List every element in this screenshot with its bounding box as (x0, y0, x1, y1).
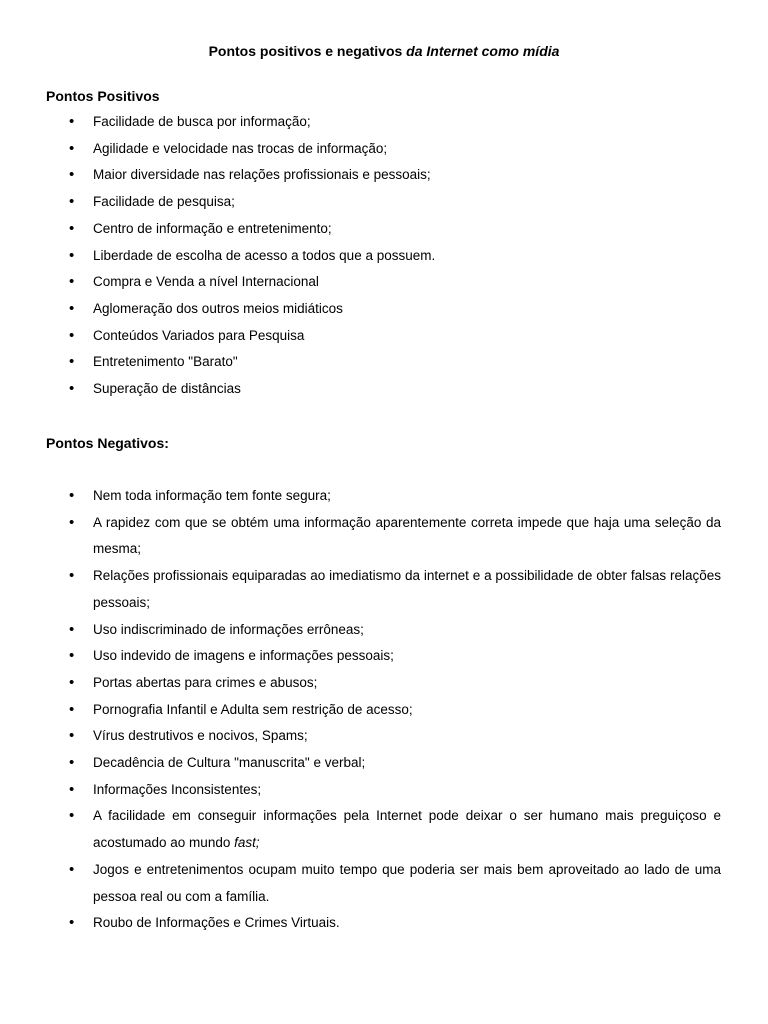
list-item: • Uso indevido de imagens e informações pessoais; (93, 643, 721, 670)
list-item: • Facilidade de busca por informação; (93, 109, 721, 136)
list-item: • Conteúdos Variados para Pesquisa (93, 323, 721, 350)
title-main: Pontos positivos e negativos (208, 43, 407, 59)
list-item-italic: fast; (234, 835, 260, 851)
list-item: • Facilidade de pesquisa; (93, 189, 721, 216)
negatives-heading: Pontos Negativos: (46, 435, 169, 451)
positives-heading: Pontos Positivos (46, 88, 160, 104)
list-item: • Roubo de Informações e Crimes Virtuais. (93, 910, 721, 937)
list-item: • Aglomeração dos outros meios midiáticos (93, 296, 721, 323)
positives-list (93, 109, 721, 403)
list-item: • Centro de informação e entretenimento; (93, 216, 721, 243)
list-item: • Nem toda informação tem fonte segura; (93, 483, 721, 510)
list-item: • Maior diversidade nas relações profissionais e pessoais; (93, 162, 721, 189)
list-item: • Decadência de Cultura "manuscrita" e verbal; (93, 750, 721, 777)
list-item-text: A facilidade em conseguir informações pela Internet pode deixar o ser humano mais preguiçoso e acostumado ao mundo (93, 808, 721, 851)
list-item: • Jogos e entretenimentos ocupam muito tempo que poderia ser mais bem aproveitado ao lado de uma pessoa real ou com a família. (93, 857, 721, 910)
list-item: • Relações profissionais equiparadas ao imediatismo da internet e a possibilidade de obter falsas relações pessoais; (93, 563, 721, 616)
list-item: • Vírus destrutivos e nocivos, Spams; (93, 723, 721, 750)
list-item: • A rapidez com que se obtém uma informação aparentemente correta impede que haja uma seleção da mesma; (93, 510, 721, 563)
list-item: • Informações Inconsistentes; (93, 777, 721, 804)
list-item: • Pornografia Infantil e Adulta sem restrição de acesso; (93, 697, 721, 724)
title-italic: da Internet como mídia (406, 43, 560, 59)
list-item: • Agilidade e velocidade nas trocas de informação; (93, 136, 721, 163)
list-item: • Compra e Venda a nível Internacional (93, 269, 721, 296)
negatives-list (93, 483, 721, 937)
list-item: • Superação de distâncias (93, 376, 721, 403)
list-item: • Portas abertas para crimes e abusos; (93, 670, 721, 697)
list-item (93, 803, 721, 856)
list-item: • Entretenimento "Barato" (93, 349, 721, 376)
document-title (0, 40, 768, 62)
list-item: • Liberdade de escolha de acesso a todos que a possuem. (93, 243, 721, 270)
list-item: • Uso indiscriminado de informações errôneas; (93, 617, 721, 644)
